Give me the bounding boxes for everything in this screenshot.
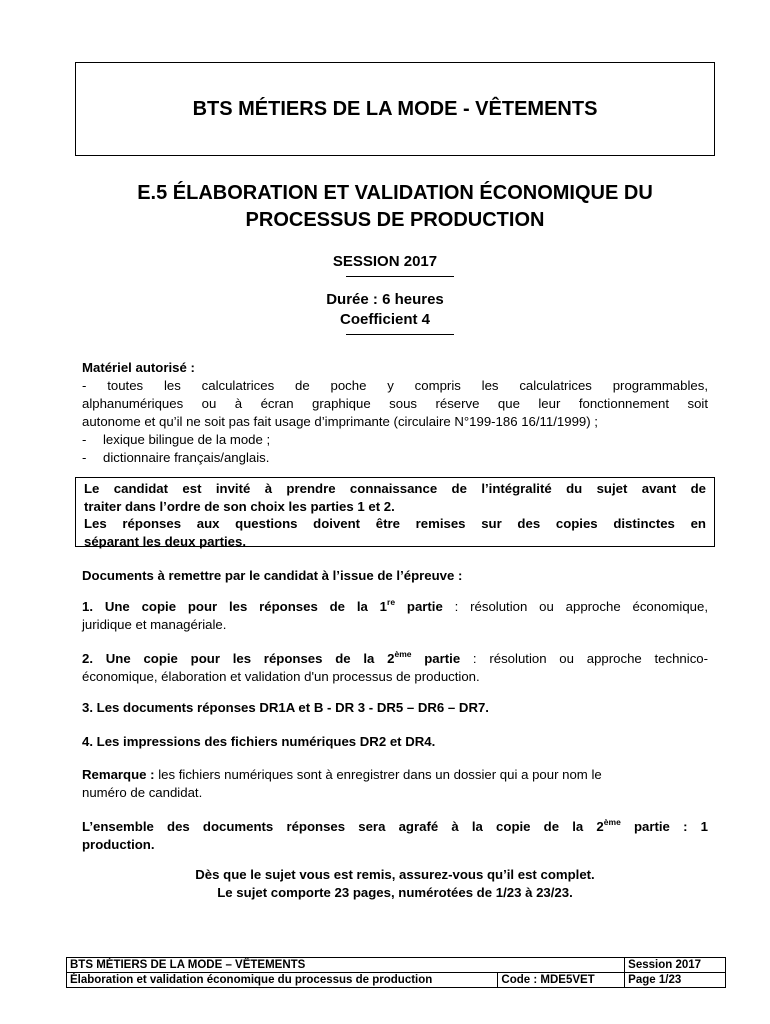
item-bold-text: 1. Une copie pour les réponses de la 1 bbox=[82, 599, 388, 614]
session-label: SESSION 2017 bbox=[332, 253, 438, 270]
materials-item bbox=[82, 449, 708, 467]
footer-table bbox=[66, 957, 726, 988]
superscript: ème bbox=[603, 817, 621, 827]
exam-title-line2: PROCESSUS DE PRODUCTION bbox=[245, 209, 545, 231]
remark-line: numéro de candidat. bbox=[82, 784, 203, 800]
stapling-note bbox=[82, 818, 708, 853]
footer-page: Page 1/23 bbox=[625, 973, 726, 988]
exam-title bbox=[60, 180, 730, 234]
closing-note bbox=[0, 866, 770, 902]
footer-empty bbox=[498, 958, 625, 973]
instructions-line: Le candidat est invité à prendre connaissance de l’intégralité du sujet avant de bbox=[84, 481, 706, 496]
bullet-dash: - bbox=[82, 432, 87, 447]
footer-row bbox=[67, 973, 726, 988]
materials-item-text: dictionnaire français/anglais. bbox=[103, 450, 270, 465]
document-item-2 bbox=[82, 650, 708, 685]
instructions-box bbox=[75, 477, 715, 547]
footer-session: Session 2017 bbox=[625, 958, 726, 973]
document-item-line: juridique et managériale. bbox=[82, 616, 227, 632]
document-item-4: 4. Les impressions des fichiers numériques DR2 et DR4. bbox=[82, 734, 436, 749]
materials-item bbox=[82, 431, 708, 449]
item-text: : résolution ou approche économique, bbox=[442, 599, 708, 614]
exam-title-line1: E.5 ÉLABORATION ET VALIDATION ÉCONOMIQUE DU bbox=[137, 182, 653, 204]
materials-item-text: lexique bilingue de la mode ; bbox=[103, 432, 271, 447]
remark-label: Remarque : bbox=[82, 767, 155, 782]
duration-label: Durée : 6 heures bbox=[326, 291, 444, 308]
instructions-line: séparant les deux parties. bbox=[84, 533, 246, 549]
item-bold-text: partie bbox=[395, 599, 443, 614]
item-bold-text: partie bbox=[411, 651, 461, 666]
stapling-line: production. bbox=[82, 836, 155, 852]
stapling-text: partie : 1 bbox=[620, 819, 708, 834]
duration-block bbox=[0, 290, 770, 330]
materials-heading: Matériel autorisé : bbox=[82, 360, 195, 375]
document-item-line: économique, élaboration et validation d'un processus de production. bbox=[82, 668, 480, 684]
footer-code: Code : MDE5VET bbox=[498, 973, 625, 988]
document-item-line bbox=[82, 650, 708, 668]
document-item-3: 3. Les documents réponses DR1A et B - DR 3 - DR5 – DR6 – DR7. bbox=[82, 700, 489, 715]
stapling-line bbox=[82, 818, 708, 836]
superscript: re bbox=[387, 597, 396, 607]
materials-line: autonome et qu’il ne soit pas fait usage d’imprimante (circulaire N°199-186 16/11/1999) ; bbox=[82, 414, 598, 429]
coefficient-label: Coefficient 4 bbox=[339, 311, 430, 328]
document-item-1 bbox=[82, 598, 708, 633]
remark-paragraph bbox=[82, 766, 708, 801]
remark-text: les fichiers numériques sont à enregistrer dans un dossier qui a pour nom le bbox=[154, 767, 602, 782]
document-item-line bbox=[82, 598, 708, 616]
authorized-materials bbox=[82, 359, 708, 467]
item-bold-text: 2. Une copie pour les réponses de la 2 bbox=[82, 651, 395, 666]
divider bbox=[346, 276, 454, 277]
instructions-line: traiter dans l’ordre de son choix les parties 1 et 2. bbox=[84, 498, 395, 514]
title-box bbox=[75, 62, 715, 156]
footer-title: BTS MÉTIERS DE LA MODE – VÊTEMENTS bbox=[67, 958, 498, 973]
materials-line: alphanumériques ou à écran graphique sous réserve que leur fonctionnement soit bbox=[82, 396, 708, 411]
instructions-line: Les réponses aux questions doivent être remises sur des copies distinctes en bbox=[84, 516, 706, 531]
stapling-text: L’ensemble des documents réponses sera agrafé à la copie de la 2 bbox=[82, 819, 604, 834]
footer-row bbox=[67, 958, 726, 973]
documents-heading: Documents à remettre par le candidat à l’issue de l’épreuve : bbox=[82, 568, 463, 583]
footer-subtitle: Élaboration et validation économique du processus de production bbox=[67, 973, 498, 988]
item-text: : résolution ou approche technico- bbox=[460, 651, 709, 666]
closing-line: Le sujet comporte 23 pages, numérotées de 1/23 à 23/23. bbox=[217, 885, 573, 900]
closing-line: Dès que le sujet vous est remis, assurez-vous qu’il est complet. bbox=[195, 867, 595, 882]
materials-line: - toutes les calculatrices de poche y compris les calculatrices programmables, bbox=[82, 378, 708, 393]
bullet-dash: - bbox=[82, 450, 87, 465]
divider bbox=[346, 334, 454, 335]
remark-line bbox=[82, 766, 708, 784]
superscript: ème bbox=[394, 649, 412, 659]
document-title: BTS MÉTIERS DE LA MODE - VÊTEMENTS bbox=[192, 97, 598, 120]
